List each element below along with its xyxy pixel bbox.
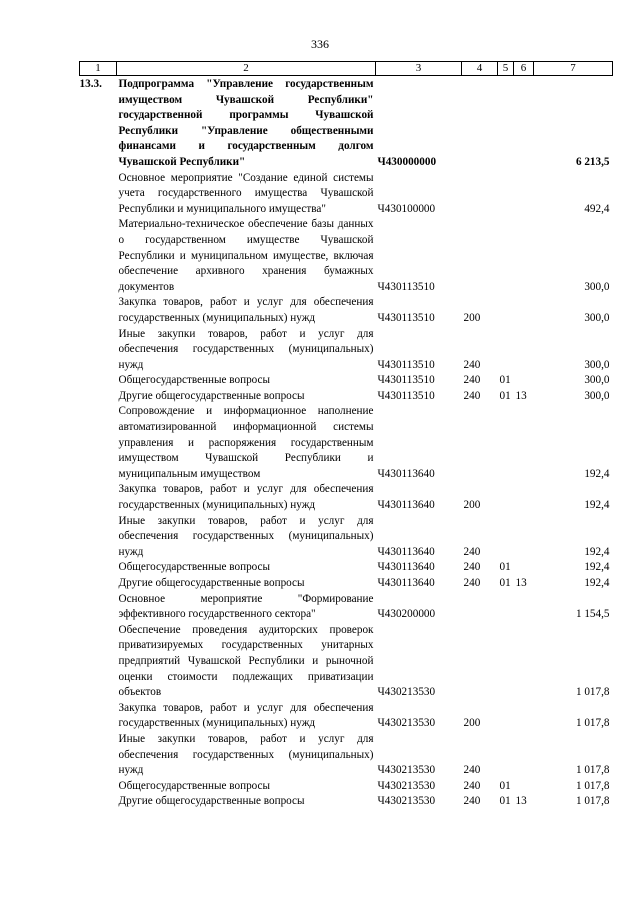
row-subsection <box>514 560 534 576</box>
row-subsection: 13 <box>515 577 527 589</box>
row-subsection <box>514 779 534 795</box>
row-description: Материально-техническое обеспечение базы данных о государственном имуществе Чувашской Республики и муниципальном имуществе, включая обеспечение архивного хранения бумажных документов <box>118 218 374 293</box>
row-expense-type: 240 <box>463 374 481 387</box>
row-number <box>80 560 117 576</box>
row-subsection <box>514 327 534 374</box>
row-amount: 192,4 <box>584 499 610 512</box>
table-row <box>80 171 613 218</box>
row-number <box>80 732 117 779</box>
row-expense-type: 240 <box>463 545 481 558</box>
row-description: Подпрограмма "Управление государственным имуществом Чувашской Республики" государственной программы Чувашской Республики "Управление общественными финансами и государственным долгом Чувашской Республики" <box>118 78 374 168</box>
header-row <box>80 62 613 76</box>
table-row <box>80 794 613 810</box>
row-amount: 192,4 <box>584 545 610 558</box>
row-amount: 300,0 <box>584 311 610 324</box>
row-target-code: Ч430213530 <box>377 795 436 808</box>
row-section <box>498 327 514 374</box>
row-section: 01 <box>499 795 511 808</box>
row-expense-type: 240 <box>463 779 481 792</box>
budget-table <box>79 61 613 810</box>
row-description: Иные закупки товаров, работ и услуг для обеспечения государственных (муниципальных) нужд <box>118 327 374 371</box>
row-target-code: Ч430200000 <box>377 608 436 621</box>
row-expense-type <box>462 623 498 701</box>
table-row <box>80 592 613 623</box>
table-row <box>80 482 613 513</box>
header-col-3: 3 <box>376 62 462 76</box>
row-target-code: Ч430113640 <box>377 467 435 480</box>
row-description: Другие общегосударственные вопросы <box>118 795 305 808</box>
header-col-4: 4 <box>462 62 498 76</box>
row-number <box>80 794 117 810</box>
row-description: Общегосударственные вопросы <box>118 374 271 387</box>
row-expense-type <box>462 404 498 482</box>
row-section <box>498 482 514 513</box>
row-section <box>498 623 514 701</box>
row-number <box>80 482 117 513</box>
row-target-code: Ч430213530 <box>377 717 436 730</box>
row-amount: 1 017,8 <box>575 717 610 730</box>
row-section <box>498 592 514 623</box>
row-expense-type: 240 <box>463 358 481 371</box>
table-row <box>80 76 613 171</box>
row-description: Другие общегосударственные вопросы <box>118 389 305 402</box>
row-number: 13.3. <box>79 78 102 90</box>
row-target-code: Ч430113510 <box>377 358 435 371</box>
row-target-code: Ч430100000 <box>377 202 436 215</box>
row-expense-type <box>462 592 498 623</box>
row-amount: 192,4 <box>584 561 610 574</box>
row-amount: 300,0 <box>584 374 610 387</box>
row-section: 01 <box>499 374 511 387</box>
row-amount: 492,4 <box>584 202 610 215</box>
row-target-code: Ч430113640 <box>377 577 435 589</box>
row-subsection <box>514 732 534 779</box>
header-col-6: 6 <box>514 62 534 76</box>
row-target-code: Ч430113640 <box>377 545 435 558</box>
row-amount: 300,0 <box>584 280 610 293</box>
row-subsection <box>514 482 534 513</box>
row-section <box>498 171 514 218</box>
row-target-code: Ч430000000 <box>377 155 437 168</box>
row-subsection <box>514 171 534 218</box>
header-col-1: 1 <box>80 62 117 76</box>
table-header <box>80 62 613 76</box>
row-amount: 192,4 <box>584 577 610 589</box>
table-row <box>80 217 613 295</box>
row-subsection <box>514 373 534 389</box>
row-number <box>80 779 117 795</box>
row-description: Основное мероприятие "Формирование эффективного государственного сектора" <box>118 592 374 621</box>
table-row <box>80 576 613 592</box>
row-section <box>498 701 514 732</box>
table-row <box>80 373 613 389</box>
table-row <box>80 295 613 326</box>
page-number: 336 <box>311 37 329 51</box>
row-target-code: Ч430113640 <box>377 499 435 512</box>
row-description: Общегосударственные вопросы <box>118 561 271 574</box>
row-expense-type <box>462 171 498 218</box>
row-number <box>80 373 117 389</box>
row-expense-type: 200 <box>463 311 481 324</box>
row-number <box>80 592 117 623</box>
table-row <box>80 404 613 482</box>
row-target-code: Ч430213530 <box>377 686 436 699</box>
row-subsection: 13 <box>515 795 527 808</box>
row-amount: 1 017,8 <box>575 779 610 792</box>
row-section: 01 <box>499 561 511 574</box>
row-section: 01 <box>499 389 511 402</box>
row-description: Закупка товаров, работ и услуг для обеспечения государственных (муниципальных) нужд <box>118 296 374 324</box>
row-amount: 6 213,5 <box>575 155 610 168</box>
row-expense-type: 240 <box>463 795 481 808</box>
row-number <box>80 514 117 561</box>
row-subsection <box>514 404 534 482</box>
row-amount: 300,0 <box>584 389 610 402</box>
row-subsection <box>514 217 534 295</box>
table-row <box>80 701 613 732</box>
row-amount: 300,0 <box>584 358 610 371</box>
table-row <box>80 560 613 576</box>
row-number <box>80 389 117 405</box>
header-col-7: 7 <box>534 62 613 76</box>
row-expense-type <box>462 76 498 171</box>
header-col-5: 5 <box>498 62 514 76</box>
row-description: Основное мероприятие "Создание единой системы учета государственного имущества Чувашской Республики и муниципального имущества" <box>118 171 374 215</box>
row-number <box>80 701 117 732</box>
row-description: Закупка товаров, работ и услуг для обеспечения государственных (муниципальных) нужд <box>118 701 374 730</box>
row-expense-type: 240 <box>463 389 481 402</box>
table-row <box>80 389 613 405</box>
row-subsection <box>514 701 534 732</box>
table-row <box>80 514 613 561</box>
row-expense-type: 240 <box>463 764 481 777</box>
table-body <box>80 76 613 810</box>
row-amount: 192,4 <box>584 467 610 480</box>
row-expense-type: 240 <box>463 577 481 589</box>
row-amount: 1 154,5 <box>575 608 610 621</box>
header-col-2: 2 <box>117 62 376 76</box>
row-number <box>80 171 117 218</box>
row-description: Другие общегосударственные вопросы <box>118 577 305 589</box>
row-number <box>80 217 117 295</box>
row-section <box>498 295 514 326</box>
row-description: Сопровождение и информационное наполнение автоматизированной информационной системы управления и распоряжения государственным имуществом Чувашской Республики и муниципальным имуществом <box>118 405 374 480</box>
row-section <box>498 514 514 561</box>
row-target-code: Ч430113510 <box>377 374 435 387</box>
row-subsection <box>514 76 534 171</box>
row-section: 01 <box>499 779 511 792</box>
table-row <box>80 779 613 795</box>
row-target-code: Ч430213530 <box>377 764 436 777</box>
row-number <box>80 295 117 326</box>
row-amount: 1 017,8 <box>575 764 610 777</box>
row-target-code: Ч430113510 <box>377 280 435 293</box>
row-number <box>80 623 117 701</box>
row-subsection: 13 <box>515 389 527 402</box>
row-target-code: Ч430113640 <box>377 561 435 574</box>
row-description: Закупка товаров, работ и услуг для обеспечения государственных (муниципальных) нужд <box>118 483 374 512</box>
row-subsection <box>514 514 534 561</box>
row-number <box>80 327 117 374</box>
row-subsection <box>514 295 534 326</box>
row-description: Иные закупки товаров, работ и услуг для обеспечения государственных (муниципальных) нужд <box>118 732 374 777</box>
row-expense-type: 200 <box>463 499 481 512</box>
row-expense-type: 240 <box>463 561 481 574</box>
row-section: 01 <box>499 577 511 589</box>
table-row <box>80 327 613 374</box>
row-description: Обеспечение проведения аудиторских проверок приватизируемых государственных унитарных предприятий Чувашской Республики и рыночной оценки стоимости подлежащих приватизации объектов <box>118 623 374 699</box>
table-row <box>80 732 613 779</box>
row-number <box>80 404 117 482</box>
row-target-code: Ч430113510 <box>377 389 435 402</box>
table-row <box>80 623 613 701</box>
row-target-code: Ч430213530 <box>377 779 436 792</box>
row-section <box>498 732 514 779</box>
row-subsection <box>514 623 534 701</box>
row-target-code: Ч430113510 <box>377 311 435 324</box>
row-number <box>80 576 117 592</box>
row-section <box>498 404 514 482</box>
row-amount: 1 017,8 <box>575 795 610 808</box>
row-subsection <box>514 592 534 623</box>
row-expense-type <box>462 217 498 295</box>
row-section <box>498 76 514 171</box>
row-amount: 1 017,8 <box>575 686 610 699</box>
row-description: Общегосударственные вопросы <box>118 779 271 792</box>
row-description: Иные закупки товаров, работ и услуг для обеспечения государственных (муниципальных) нужд <box>118 514 374 558</box>
row-section <box>498 217 514 295</box>
row-expense-type: 200 <box>463 717 481 730</box>
